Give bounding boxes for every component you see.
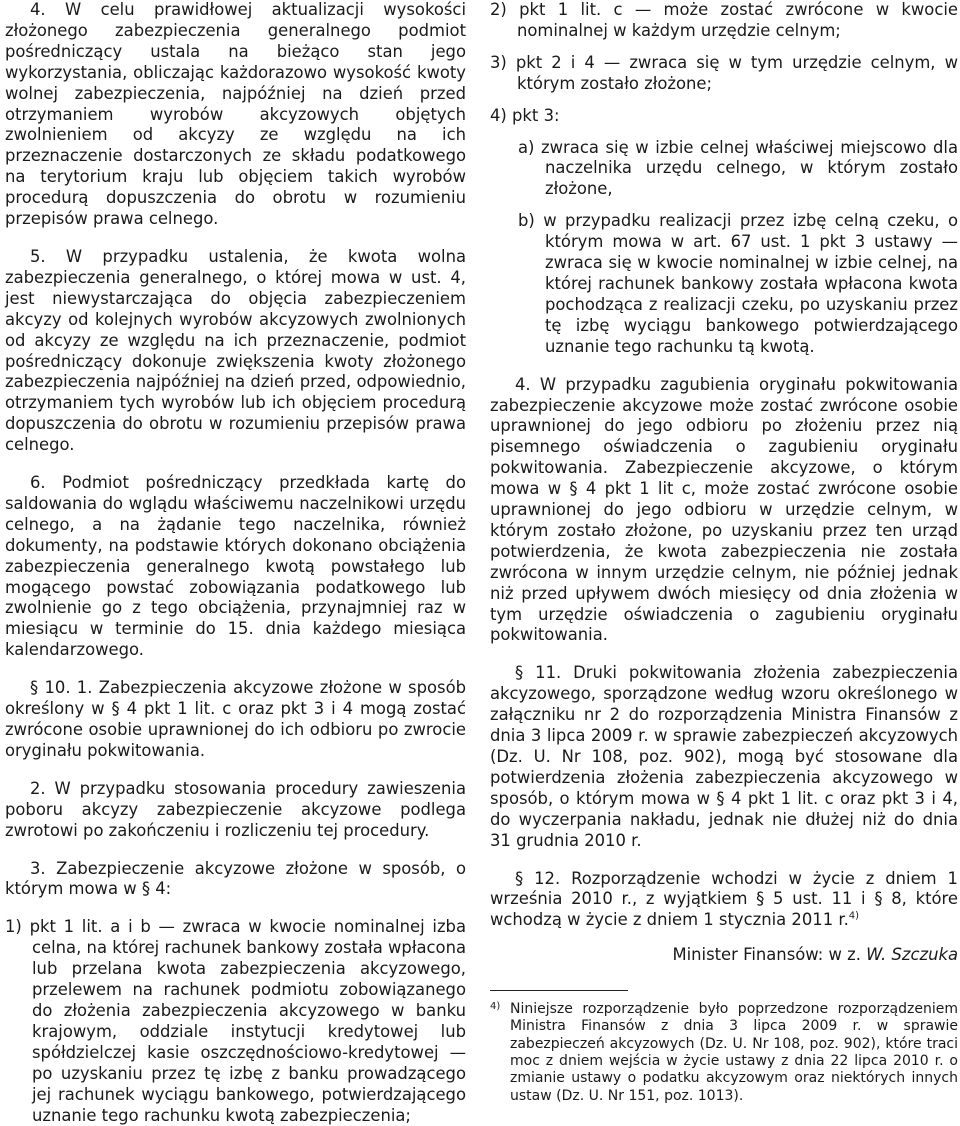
section-10-3-point-4b: b) w przypadku realizacji przez izbę celną czeku, o którym mowa w art. 67 ust. 1 pkt 3 ustawy — zwraca się w kwocie nominalnej w izbie celnej, na której rachunek bankowy została wpłacona kwota pochodząca z realizacji czeku, po uzyskaniu przez tę izbę wyciągu bankowego potwierdzającego uznanie tego rachunku tą kwotą. xyxy=(518,211,958,356)
section-12-text: § 12. Rozporządzenie wchodzi w życie z dniem 1 września 2010 r., z wyjątkiem § 5 ust. 11 i § 8, które wchodzą w życie z dniem 1 stycznia 2011 r. xyxy=(490,868,958,930)
section-10-3-point-4: 4) pkt 3: xyxy=(490,105,560,125)
section-10-4: 4. W przypadku zagubienia oryginału pokwitowania zabezpieczenie akcyzowe może zostać zwrócone osobie uprawnionej do jego odbioru po złożeniu przez nią pisemnego oświadczenia o zagubieniu oryginału pokwitowania. Zabezpieczenie akcyzowe, o którym mowa w § 4 pkt 1 lit c, może zostać zwrócone osobie uprawnionej do jego odbioru w urzędzie celnym, w którym zostało złożone, po uzyskaniu przez ten urząd potwierdzenia, że kwota zabezpieczenia nie została zwrócona w innym urzędzie celnym, nie później jednak niż przed upływem dwóch miesięcy od dnia złożenia w tym urzędzie oświadczenia o zagubieniu oryginału pokwitowania. xyxy=(490,374,958,645)
footnote-divider xyxy=(490,990,628,991)
paragraph-5: 5. W przypadku ustalenia, że kwota wolna zabezpieczenia generalnego, o której mowa w ust. 4, jest niewystarczająca do objęcia zabezpieczeniem akcyzy od kolejnych wyrobów akcyzowych zwolnionych od akcyzy ze względu na ich przeznaczenie, podmiot pośredniczący dokonuje zwiększenia kwoty złożonego zabezpieczenia najpóźniej na dzień przed, odpowiednio, otrzymaniem tych wyrobów lub ich objęciem procedurą dopuszczenia do obrotu w rozumieniu przepisów prawa celnego. xyxy=(5,246,466,455)
section-10-2: 2. W przypadku stosowania procedury zawieszenia poboru akcyzy zabezpieczenie akcyzowe podlega zwrotowi po zakończeniu i rozliczeniu tej procedury. xyxy=(5,778,466,840)
signature-name: W. Szczuka xyxy=(866,945,958,965)
paragraph-6: 6. Podmiot pośredniczący przedkłada kartę do saldowania do wglądu właściwemu naczelnikowi urzędu celnego, a na żądanie tego naczelnika, również dokumenty, na podstawie których dokonano obciążenia zabezpieczenia generalnego kwotą powstałego lub mogącego powstać zobowiązania podatkowego lub zwolnienie go z tego obciążenia, przynajmniej raz w miesiącu w terminie do 15. dnia każdego miesiąca kalendarzowego. xyxy=(5,473,466,660)
signature xyxy=(490,945,958,966)
left-column xyxy=(5,0,466,1126)
section-10-3-point-4a: a) zwraca się w izbie celnej właściwej miejscowo dla naczelnika urzędu celnego, w którym zostało złożone, xyxy=(518,137,958,199)
section-11: § 11. Druki pokwitowania złożenia zabezpieczenia akcyzowego, sporządzone według wzoru określonego w załączniku nr 2 do rozporządzenia Ministra Finansów z dnia 3 lipca 2009 r. w sprawie zabezpieczeń akcyzowych (Dz. U. Nr 108, poz. 902), mogą być stosowane dla potwierdzenia złożenia zabezpieczenia akcyzowego w sposób, o którym mowa w § 4 pkt 1 lit. c oraz pkt 3 i 4, do wyczerpania nakładu, jednak nie dłużej niż do dnia 31 grudnia 2010 r. xyxy=(490,663,958,850)
section-10-1: § 10. 1. Zabezpieczenia akcyzowe złożone w sposób określony w § 4 pkt 1 lit. c oraz pkt 3 i 4 mogą zostać zwrócone osobie uprawnionej do ich odbioru po zwrocie oryginału pokwitowania. xyxy=(5,678,466,760)
footnote-text: Niniejsze rozporządzenie było poprzedzone rozporządzeniem Ministra Finansów z dnia 3 lipca 2009 r. w sprawie zabezpieczeń akcyzowych (Dz. U. Nr 108, poz. 902), które traci moc z dniem wejścia w życie ustawy z dnia 22 lipca 2010 r. o zmianie ustawy o podatku akcyzowym oraz niektórych innych ustaw (Dz. U. Nr 151, poz. 1013). xyxy=(510,1001,958,1104)
section-10-3-point-3: 3) pkt 2 i 4 — zwraca się w tym urzędzie celnym, w którym zostało złożone; xyxy=(490,52,958,93)
paragraph-4: 4. W celu prawidłowej aktualizacji wysokości złożonego zabezpieczenia generalnego podmiot pośredniczący ustala na bieżąco stan jego wykorzystania, obliczając każdorazowo wysokość kwoty wolnej zabezpieczenia, najpóźniej na dzień przed otrzymaniem wyrobów akcyzowych objętych zwolnieniem od akcyzy ze względu na ich przeznaczenie dostarczonych ze składu podatkowego na terytorium kraju lub objęciem takich wyrobów procedurą dopuszczenia do obrotu w rozumieniu przepisów prawa celnego. xyxy=(5,0,466,229)
footnote xyxy=(490,1001,958,1105)
section-10-3: 3. Zabezpieczenie akcyzowe złożone w sposób, o którym mowa w § 4: xyxy=(5,858,466,899)
signature-prefix: Minister Finansów: w z. xyxy=(672,945,867,965)
section-12 xyxy=(490,869,958,932)
footnote-mark: 4) xyxy=(490,1001,501,1013)
right-column xyxy=(490,0,958,1105)
footnote-reference: 4) xyxy=(848,910,860,922)
section-10-3-point-1: 1) pkt 1 lit. a i b — zwraca w kwocie nominalnej izba celna, na której rachunek bankowy została wpłacona lub przelana kwota zabezpieczenia akcyzowego, przelewem na rachunek podmiotu zobowiązanego do złożenia zabezpieczenia akcyzowego w banku krajowym, oddziale instytucji kredytowej lub spółdzielczej kasie oszczędnościowo-kredytowej — po uzyskaniu przez tę izbę z banku prowadzącego jej rachunek wyciągu bankowego, potwierdzającego uznanie tego rachunku kwotą zabezpieczenia; xyxy=(5,917,466,1125)
section-10-3-point-2: 2) pkt 1 lit. c — może zostać zwrócone w kwocie nominalnej w każdym urzędzie celnym; xyxy=(490,0,958,40)
